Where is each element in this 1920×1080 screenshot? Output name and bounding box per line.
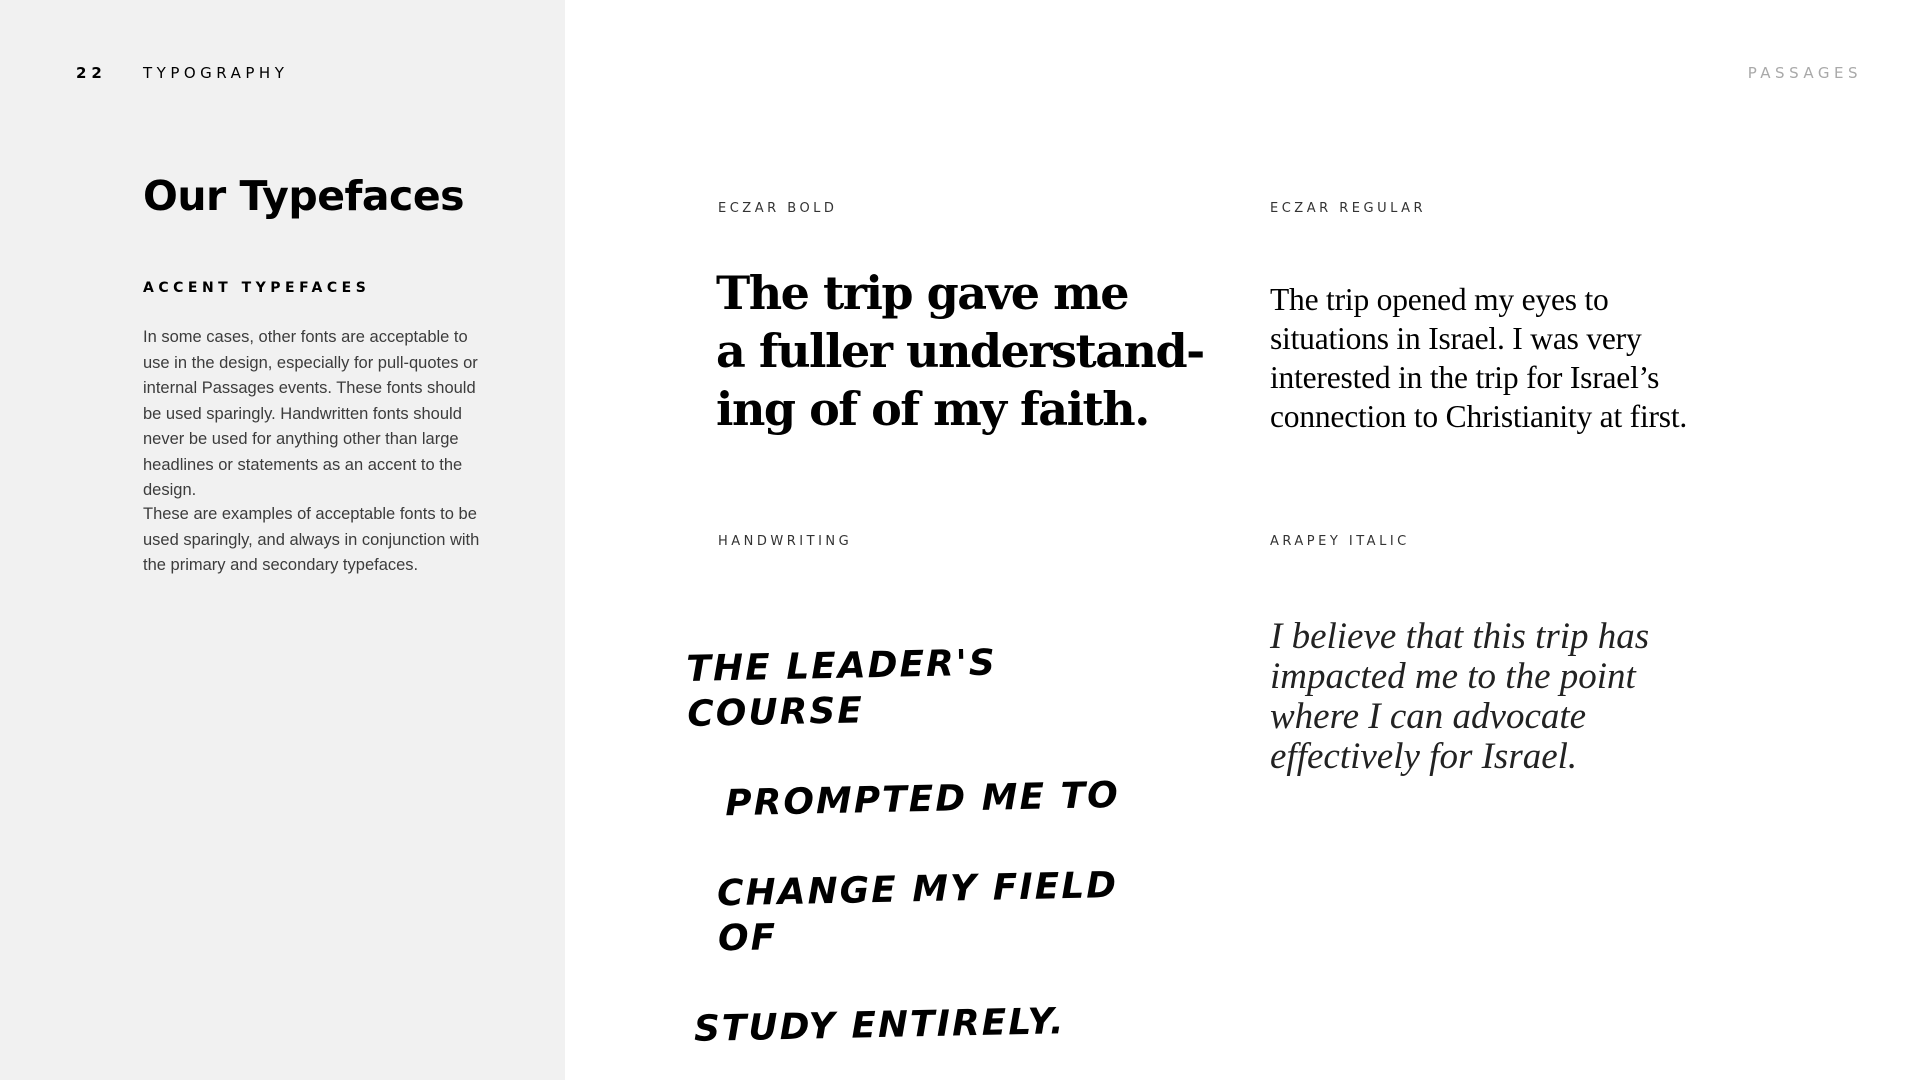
handwriting-line: STUDY ENTIRELY. bbox=[693, 1001, 1066, 1050]
handwriting-sample bbox=[685, 592, 1195, 1080]
handwriting-label: HANDWRITING bbox=[718, 534, 853, 549]
brand-label: PASSAGES bbox=[1747, 64, 1862, 82]
arapey-italic-label: ARAPEY ITALIC bbox=[1270, 534, 1410, 549]
page-title: Our Typefaces bbox=[143, 172, 465, 220]
handwriting-line: PROMPTED ME TO bbox=[724, 774, 1121, 825]
section-label: TYPOGRAPHY bbox=[143, 64, 289, 82]
arapey-italic-sample: I believe that this trip has impacted me to the point where I can advocate effectively for Israel. bbox=[1270, 616, 1650, 777]
eczar-bold-sample: The trip gave me a fuller understand- ing of of my faith. bbox=[716, 266, 1204, 436]
handwriting-line: CHANGE MY FIELD OF bbox=[716, 864, 1119, 960]
handwriting-line: THE LEADER'S COURSE bbox=[685, 642, 998, 735]
eczar-regular-label: ECZAR REGULAR bbox=[1270, 201, 1427, 216]
intro-paragraph: In some cases, other fonts are acceptable to use in the design, especially for pull-quotes or internal Passages events. These fonts should be used sparingly. Handwritten fonts should never be used for anything other than large headlines or statements as an accent to the design. bbox=[143, 328, 478, 499]
usage-paragraph: These are examples of acceptable fonts to be used sparingly, and always in conjunction with the primary and secondary typefaces. bbox=[143, 505, 480, 574]
page-number: 22 bbox=[76, 64, 107, 82]
section-subheading: ACCENT TYPEFACES bbox=[143, 280, 371, 296]
eczar-regular-sample: The trip opened my eyes to situations in Israel. I was very interested in the trip for Israel’s connection to Christianity at first. bbox=[1270, 282, 1688, 434]
eczar-bold-label: ECZAR BOLD bbox=[718, 201, 838, 216]
